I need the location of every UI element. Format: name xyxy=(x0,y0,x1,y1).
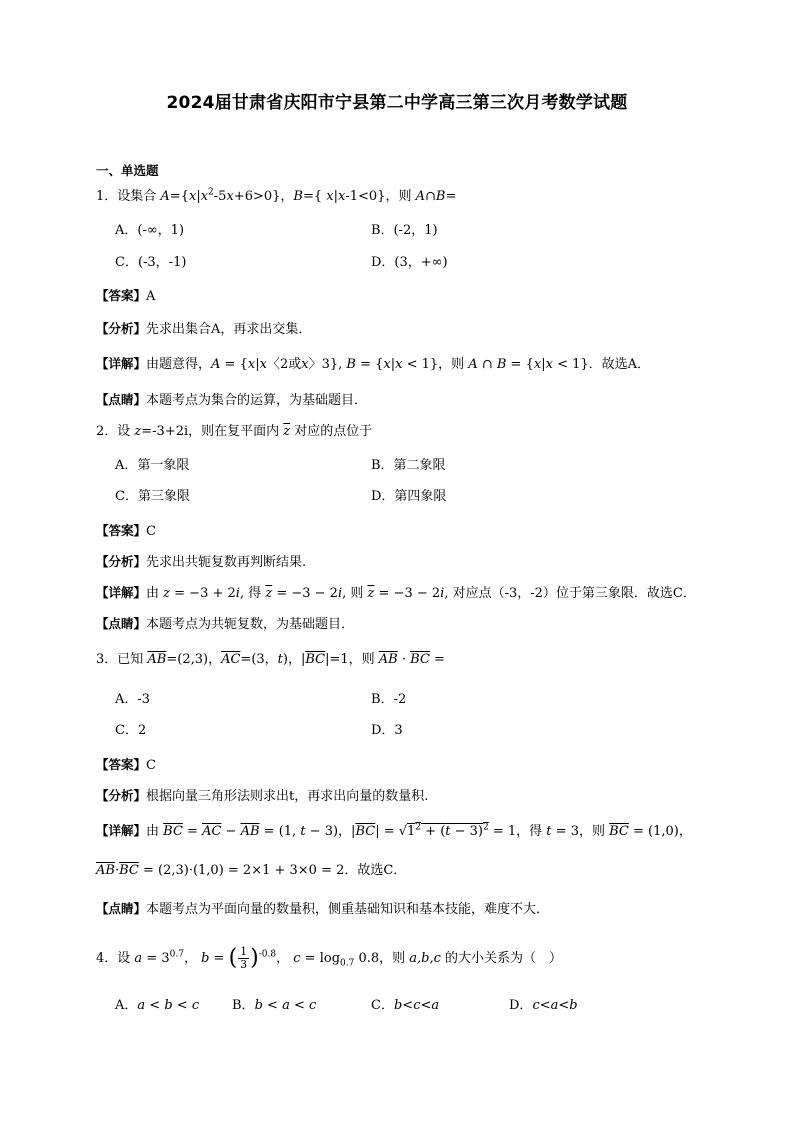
answer-tag: 【答案】 xyxy=(96,288,147,303)
q4-option-c: C．b<c<a xyxy=(371,998,440,1013)
analysis-tag: 【分析】 xyxy=(96,321,147,336)
q1-comment: 【点睛】本题考点为集合的运算，为基础题目． xyxy=(96,392,368,408)
q3-option-c: C．2 xyxy=(115,723,147,738)
q3-comment: 【点睛】本题考点为平面向量的数量积，侧重基础知识和基本技能，难度不大． xyxy=(96,901,550,917)
q4-stem: 4．设 $a = 3^{0.7}$， b = ( $\frac{1}{3}$ )$^{-0.8}$， $c = \log_{0.7} 0.8$，则 a,b,c 的大小关系为（ ） xyxy=(96,945,563,971)
q1-answer: 【答案】A xyxy=(96,288,156,304)
q2-comment: 【点睛】本题考点为共轭复数，为基础题目． xyxy=(96,616,355,632)
q1-option-d: D．(3，+∞) xyxy=(371,255,448,270)
q2-option-c: C．第三象限 xyxy=(115,489,190,504)
q2-stem: 2．设 z=-3+2i，则在复平面内 $\overline{z}$ 对应的点位于 xyxy=(96,424,373,439)
q2-option-d: D．第四象限 xyxy=(371,489,447,504)
q2-analysis: 【分析】先求出共轭复数再判断结果. xyxy=(96,554,307,570)
section-heading: 一、单选题 xyxy=(96,163,159,178)
q1-analysis: 【分析】先求出集合A，再求出交集． xyxy=(96,321,312,337)
comment-tag: 【点睛】 xyxy=(96,392,147,407)
q3-option-b: B．-2 xyxy=(371,692,407,707)
q2-answer: 【答案】C xyxy=(96,523,156,539)
q3-answer: 【答案】C xyxy=(96,757,156,773)
q3-detail-cont: $\overline{AB}\cdot\overline{BC} = (2,3)\cdot(1,0) = 2\times 1 + 3\times 0 = 2$．故选C． xyxy=(96,863,407,878)
document-title: 2024届甘肃省庆阳市宁县第二中学高三第三次月考数学试题 xyxy=(166,93,628,113)
q3-detail: 【详解】由 $\overline{BC} = \overline{AC} - \overline{AB} = (1$, t − 3)，$|\overline{BC}| = √1^2 + (t - 3)^2 = 1$，得 t = 3，则 $\overline{BC} = (1,0)$， xyxy=(96,822,692,839)
fraction-one-third: $\frac{1}{3}$ xyxy=(240,945,248,971)
q1-option-b: B．(-2，1) xyxy=(371,223,438,238)
q3-stem: 3．已知 $\overline{AB}=(2,3)$，$\overline{AC}=(3$，t)，$|\overline{BC}|=1$，则 $\overline{AB} \cdot \overline{BC}$ = xyxy=(96,652,445,667)
q1-option-a: A．(-∞，1) xyxy=(115,223,185,238)
q2-option-a: A．第一象限 xyxy=(115,458,190,473)
q3-analysis: 【分析】根据向量三角形法则求出t，再求出向量的数量积. xyxy=(96,788,429,804)
q4-option-d: D．c<a<b xyxy=(509,998,578,1013)
q3-option-a: A．-3 xyxy=(115,692,151,707)
q4-option-b: B．b < a < c xyxy=(232,998,317,1013)
detail-tag: 【详解】 xyxy=(96,356,147,371)
q1-stem: 1．设集合 $A=\{x|x^2-5x+6>0\}$，B={ x|x-1<0}，则 A∩B= xyxy=(96,187,457,204)
q1-option-c: C．(-3，-1) xyxy=(115,255,187,270)
q2-option-b: B．第二象限 xyxy=(371,458,446,473)
q2-detail: 【详解】由 z = −3 + 2i, 得 $\overline{z} = -3 - 2i$, 则 $\overline{z} = -3 - 2i$, 对应点（-3，-2）位于第三象限．故选C． xyxy=(96,585,696,601)
q1-detail: 【详解】由题意得，A = {x|x〈2或x〉3}, B = {x|x < 1}，则 A ∩ B = {x|x < 1}．故选A． xyxy=(96,356,651,372)
q3-option-d: D．3 xyxy=(371,723,403,738)
q4-option-a: A．a < b < c xyxy=(115,998,200,1013)
